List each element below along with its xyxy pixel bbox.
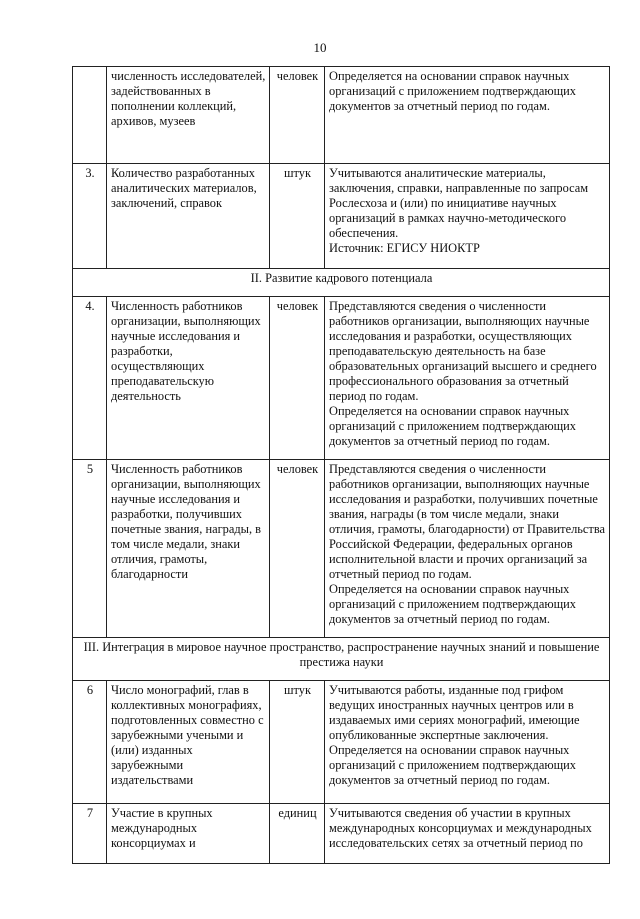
row-number: 4.: [73, 297, 107, 460]
indicator-description: [325, 297, 610, 460]
table-row: [73, 67, 610, 164]
section-title: III. Интеграция в мировое научное пространство, распространение научных знаний и повышение престижа науки: [73, 638, 610, 681]
description-text: Представляются сведения о численности работников организации, выполняющих научные исследования и разработки, осуществляющих преподавательскую деятельность на базе образовательных организаций высшего и среднего профессионального образования за отчетный период по годам.: [329, 299, 597, 403]
table-row: [73, 460, 610, 638]
unit-of-measure: человек: [270, 460, 325, 638]
indicator-name: Численность работников организации, выполняющих научные исследования и разработки, осуществляющих преподавательскую деятельность: [107, 297, 270, 460]
table-row: [73, 297, 610, 460]
description-text: Представляются сведения о численности работников организации, выполняющих научные исследования и разработки, получивших почетные звания, награды (в том числе медали, знаки отличия, грамоты, благодарности) от Правительства Российской Федерации, федеральных органов исполнительной власти и прочих организаций за отчетный период по годам.: [329, 462, 606, 581]
section-header-row: [73, 269, 610, 297]
description-basis: Определяется на основании справок научных организаций с приложением подтверждающих документов за отчетный период по годам.: [329, 404, 576, 448]
table-row: [73, 681, 610, 804]
indicator-description: [325, 460, 610, 638]
indicator-name: Численность работников организации, выполняющих научные исследования и разработки, получивших почетные звания, награды, в том числе медали, знаки отличия, грамоты, благодарности: [107, 460, 270, 638]
unit-of-measure: человек: [270, 67, 325, 164]
indicator-name: Участие в крупных международных консорциумах и: [107, 804, 270, 864]
unit-of-measure: человек: [270, 297, 325, 460]
description-basis: Определяется на основании справок научных организаций с приложением подтверждающих документов за отчетный период по годам.: [329, 743, 576, 787]
indicator-name: Количество разработанных аналитических материалов, заключений, справок: [107, 164, 270, 269]
unit-of-measure: единиц: [270, 804, 325, 864]
unit-of-measure: штук: [270, 164, 325, 269]
page-number: 10: [313, 40, 327, 55]
description-basis: Определяется на основании справок научных организаций с приложением подтверждающих документов за отчетный период по годам.: [329, 582, 576, 626]
row-number: [73, 67, 107, 164]
description-source: Источник: ЕГИСУ НИОКТР: [329, 241, 480, 255]
table-row: [73, 804, 610, 864]
table-row: [73, 164, 610, 269]
description-text: Учитываются работы, изданные под грифом ведущих иностранных научных центров или в издаваемых ими сериях монографий, имеющие опубликованные экспертные заключения.: [329, 683, 580, 742]
indicator-description: Определяется на основании справок научных организаций с приложением подтверждающих документов за отчетный период по годам.: [325, 67, 610, 164]
section-header-row: [73, 638, 610, 681]
indicator-description: Учитываются сведения об участии в крупных международных консорциумах и международных исследовательских сетях за отчетный период по: [325, 804, 610, 864]
unit-of-measure: штук: [270, 681, 325, 804]
description-text: Учитываются аналитические материалы, заключения, справки, направленные по запросам Рослесхоза и (или) по инициативе научных организаций в рамках научно-методического обеспечения.: [329, 166, 589, 240]
indicator-name: Число монографий, глав в коллективных монографиях, подготовленных совместно с зарубежными учеными и (или) изданных зарубежными издательствами: [107, 681, 270, 804]
row-number: 7: [73, 804, 107, 864]
indicators-table: [72, 66, 610, 864]
row-number: 3.: [73, 164, 107, 269]
row-number: 6: [73, 681, 107, 804]
indicator-description: [325, 164, 610, 269]
row-number: 5: [73, 460, 107, 638]
indicator-name: численность исследователей, задействованных в пополнении коллекций, архивов, музеев: [107, 67, 270, 164]
section-title: II. Развитие кадрового потенциала: [73, 269, 610, 297]
indicator-description: [325, 681, 610, 804]
